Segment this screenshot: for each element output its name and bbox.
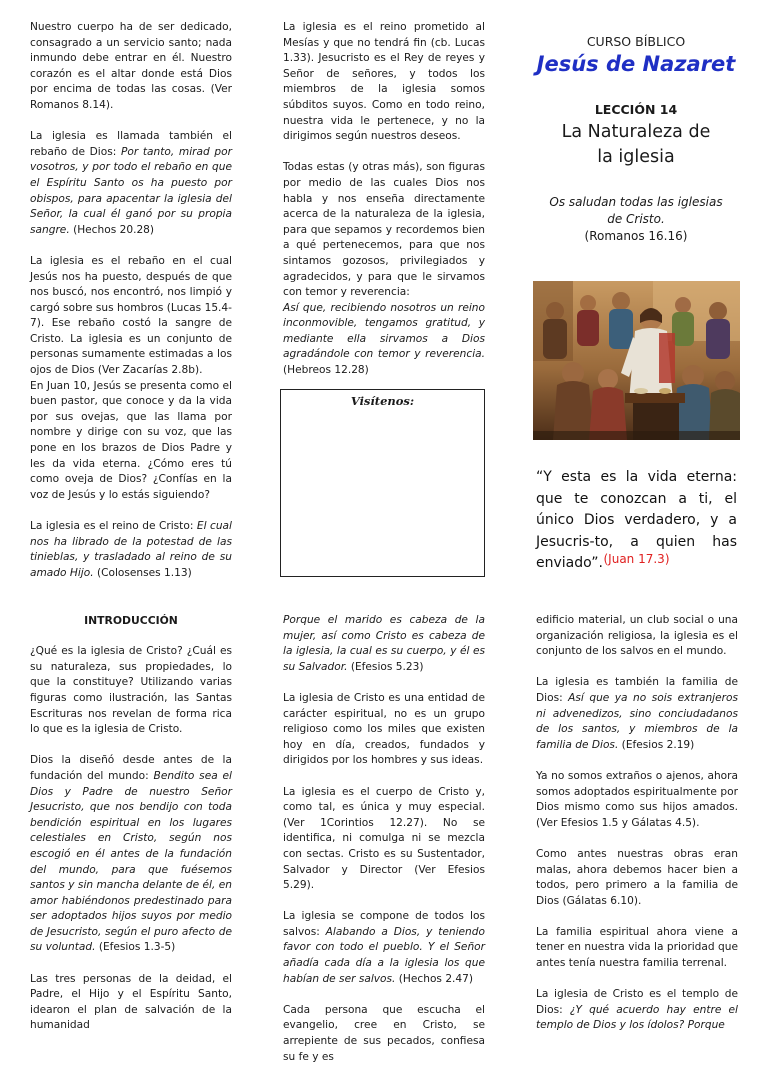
section-heading: INTRODUCCIÓN bbox=[84, 614, 178, 627]
text: Dios la diseñó desde antes de la fundación del mundo: bbox=[30, 754, 232, 782]
lesson-title-line: la iglesia bbox=[597, 147, 675, 167]
paragraph: Nuestro cuerpo ha de ser dedicado, consagrado a un servicio santo; nada inmundo debe entrar en él. Nuestro corazón es el altar donde está Dios por encima de todas las cosas. (Ver Romanos 8.14). bbox=[30, 21, 232, 111]
scripture-quote: Bendito sea el Dios y Padre de nuestro Señor Jesucristo, que nos bendijo con toda bendición espiritual en los lugares celestiales en Cristo, según nos escogió en él antes de la fundación del mundo, para que fuésemos santos y sin mancha delante de él, en amor habiéndonos predestinado para ser adoptados hijos suyos por medio de Jesucristo, según el puro afecto de su voluntad. bbox=[30, 769, 232, 954]
course-label: CURSO BÍBLICO bbox=[586, 34, 686, 49]
paragraph bbox=[283, 909, 485, 987]
scripture-ref: (Hechos 2.47) bbox=[395, 972, 474, 985]
scripture-quote: Así que, recibiendo nosotros un reino inconmovible, tengamos gratitud, y mediante ella sirvamos a Dios agradándole con temor y reverencia. bbox=[283, 301, 485, 361]
scripture-quote: Porque el marido es cabeza de la mujer, así como Cristo es cabeza de la iglesia, la cual es su cuerpo, y él es su Salvador. bbox=[283, 614, 485, 673]
text: La iglesia es el reino de Cristo: bbox=[30, 520, 197, 532]
paragraph: La familia espiritual ahora viene a tener en nuestra vida la prioridad que antes tenía nuestra familia terrenal. bbox=[536, 925, 738, 970]
lesson-title bbox=[531, 120, 741, 170]
scripture-ref: (Colosenses 1.13) bbox=[93, 566, 192, 579]
visit-box bbox=[280, 389, 485, 577]
scripture-ref: (Efesios 5.23) bbox=[347, 660, 424, 673]
paragraph: Ya no somos extraños o ajenos, ahora somos adoptados espiritualmente por Dios mismo como sus hijos amados. (Ver Efesios 1.5 y Gálatas 4.5). bbox=[536, 769, 738, 829]
paragraph bbox=[283, 613, 485, 675]
column-6 bbox=[536, 613, 738, 1050]
paragraph: La iglesia es el cuerpo de Cristo y, como tal, es única y muy especial. (Ver 1Corintios 12.27). No se identifica, ni comulga ni se mezcla con sectas. Cristo es su Sustentador, Salvador y Director (Ver Efesios 5.29). bbox=[283, 785, 485, 892]
text: La iglesia es también la familia de Dios: bbox=[536, 676, 738, 704]
paragraph: Las tres personas de la deidad, el Padre, el Hijo y el Espíritu Santo, idearon el plan de salvación de la humanidad bbox=[30, 972, 232, 1032]
column-1 bbox=[30, 20, 232, 597]
paragraph: En Juan 10, Jesús se presenta como el buen pastor, que conoce y da la vida por sus ovejas, que las llama por nombre y dirige con su voz, que las pone en los brazos de Dios Padre y les da vida eterna. ¿Cómo eres tú como oveja de Dios? ¿Confías en la voz de Jesús y lo estás siguiendo? bbox=[30, 379, 232, 501]
cover-quote-line: de Cristo. bbox=[607, 212, 665, 226]
paragraph: Cada persona que escucha el evangelio, cree en Cristo, se arrepiente de sus pecados, confiesa su fe y es bbox=[283, 1003, 485, 1063]
paragraph bbox=[536, 987, 738, 1034]
jesus-teaching-illustration bbox=[533, 281, 740, 440]
paragraph bbox=[30, 129, 232, 238]
scripture-quote: ¿Y qué acuerdo hay entre el templo de Dios y los ídolos? Porque bbox=[536, 1003, 738, 1032]
scripture-ref: (Hechos 20.28) bbox=[69, 223, 155, 236]
text: Todas estas (y otras más), son figuras por medio de las cuales Dios nos habla y nos enseña directamente acerca de la naturaleza de la iglesia, para que sepamos y recordemos bien a qué pertenecemos, para que nos sintamos gozosos, privilegiados y agradecidos, y para que le sirvamos con temor y reverencia: bbox=[283, 161, 485, 299]
paragraph: edificio material, un club social o una organización religiosa, la iglesia es el conjunto de los salvos en el mundo. bbox=[536, 614, 738, 658]
text: La iglesia es llamada también el rebaño de Dios: bbox=[30, 130, 232, 158]
text: La iglesia se compone de todos los salvos: bbox=[283, 910, 485, 938]
text: La iglesia de Cristo es el templo de Dios: bbox=[536, 988, 738, 1016]
featured-quote-ref: (Juan 17.3) bbox=[603, 552, 670, 566]
paragraph bbox=[536, 675, 738, 753]
paragraph bbox=[283, 160, 485, 378]
paragraph bbox=[30, 519, 232, 581]
paragraph: Como antes nuestras obras eran malas, ahora debemos hacer bien a todos, pero primero a la familia de Dios (Gálatas 6.10). bbox=[536, 847, 738, 907]
course-title: Jesús de Nazaret bbox=[536, 52, 736, 76]
lesson-number: LECCIÓN 14 bbox=[594, 102, 678, 117]
cover-quote-ref: (Romanos 16.16) bbox=[584, 229, 688, 243]
lesson-title-line: La Naturaleza de bbox=[561, 122, 711, 142]
scripture-quote: Así que ya no sois extranjeros ni advenedizos, sino conciudadanos de los santos, y miembros de la familia de Dios. bbox=[536, 691, 738, 751]
visit-title: Visítenos: bbox=[350, 394, 415, 408]
cover-quote bbox=[531, 194, 741, 228]
cover-panel bbox=[531, 30, 741, 243]
paragraph: ¿Qué es la iglesia de Cristo? ¿Cuál es su naturaleza, sus propiedades, lo que la constituye? Utilizando varias figuras como ilustración, las Santas Escrituras nos revelan de forma rica lo que es la iglesia de Cristo. bbox=[30, 645, 232, 736]
scripture-ref: (Hebreos 12.28) bbox=[283, 364, 369, 377]
cover-quote-line: Os saludan todas las iglesias bbox=[549, 195, 723, 209]
scripture-ref: (Efesios 1.3-5) bbox=[95, 941, 176, 954]
column-4 bbox=[30, 613, 232, 1050]
paragraph: La iglesia es el rebaño en el cual Jesús nos ha puesto, después de que nos buscó, nos encontró, nos limpió y cargó sobre sus hombros (Lucas 15.4-7). Ese rebaño costó la sangre de Cristo. La iglesia es un conjunto de personas sumamente estimadas a los ojos de Dios (Ver Zacarías 2.8b). bbox=[30, 254, 232, 377]
featured-quote: “Y esta es la vida eterna: que te conozcan a ti, el único Dios verdadero, y a Jesucris-to, a quien has enviado”. bbox=[536, 469, 737, 571]
scripture-ref: (Efesios 2.19) bbox=[618, 738, 695, 751]
scripture-quote: Por tanto, mirad por vosotros, y por todo el rebaño en que el Espíritu Santo os ha puesto por obispos, para apacentar la iglesia del Señor, la cual él ganó por su propia sangre. bbox=[30, 145, 232, 236]
paragraph: La iglesia de Cristo es una entidad de carácter espiritual, no es un grupo religioso como los miles que existen hoy en día, creados, fundados y dirigidos por los hombres y sus ideas. bbox=[283, 691, 485, 767]
paragraph bbox=[30, 753, 232, 956]
scripture-quote: El cual nos ha librado de la potestad de las tinieblas, y trasladado al reino de su amado Hijo. bbox=[30, 520, 232, 579]
scripture-quote: Alabando a Dios, y teniendo favor con todo el pueblo. Y el Señor añadía cada día a la iglesia los que habían de ser salvos. bbox=[283, 925, 485, 985]
column-5 bbox=[283, 613, 485, 1081]
column-2 bbox=[283, 20, 485, 394]
paragraph: La iglesia es el reino prometido al Mesías y que no tendrá fin (cb. Lucas 1.33). Jesucristo es el Rey de reyes y Señor de señores, y todos los miembros de la iglesia somos súbditos suyos. Como en todo reino, nuestra vida le pertenece, y no la dirigimos según nuestros deseos. bbox=[283, 21, 485, 143]
